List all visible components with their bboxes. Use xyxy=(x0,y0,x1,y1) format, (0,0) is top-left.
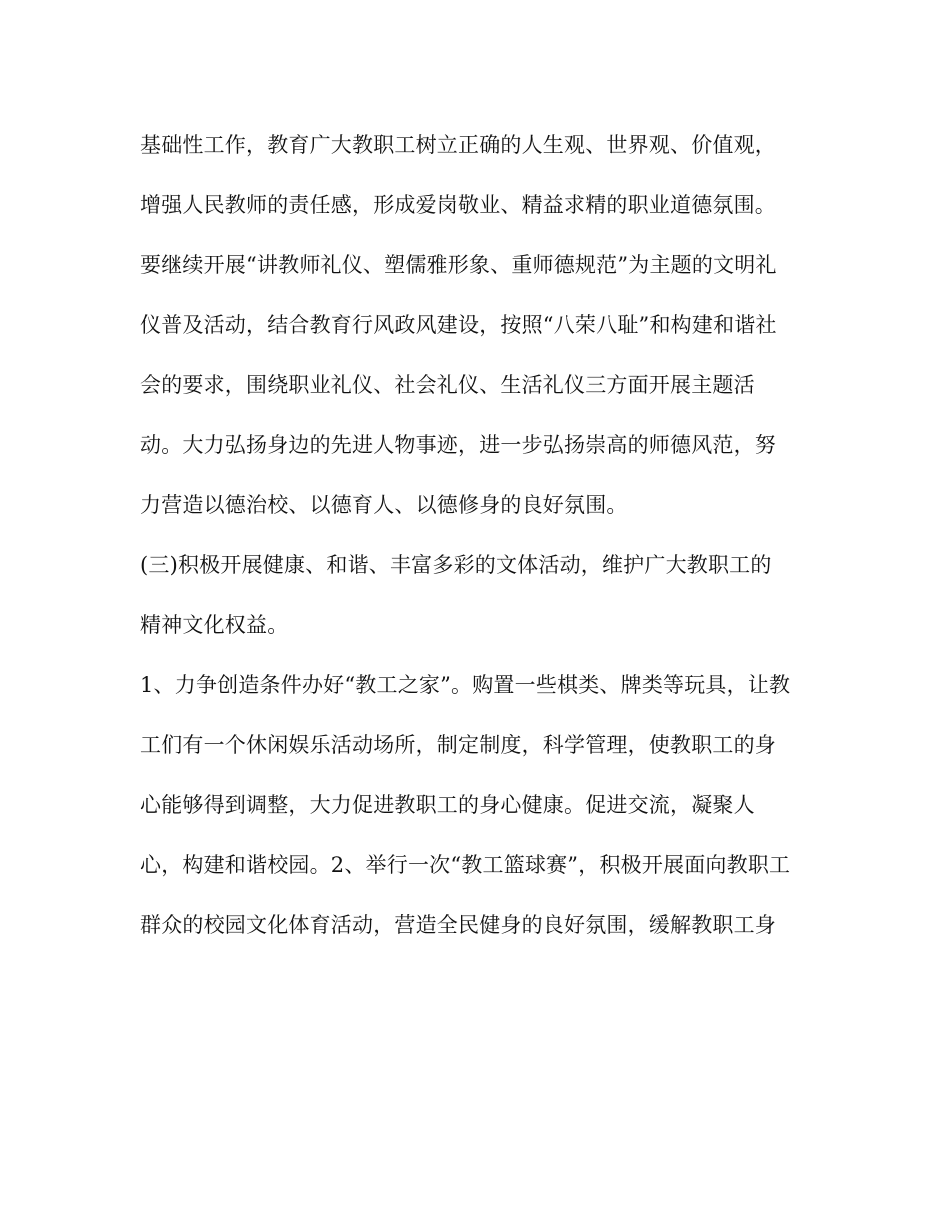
text-line: 群众的校园文化体育活动，营造全民健身的良好氛围，缓解教职工身 xyxy=(140,913,776,937)
text-line: 基础性工作，教育广大教职工树立正确的人生观、世界观、价值观， xyxy=(140,133,776,157)
text-line: 工们有一个休闲娱乐活动场所，制定制度，科学管理，使教职工的身 xyxy=(140,733,776,757)
text-line: 动。大力弘扬身边的先进人物事迹，进一步弘扬崇高的师德风范，努 xyxy=(140,433,776,457)
text-line: 仪普及活动，结合教育行风政风建设，按照“八荣八耻”和构建和谐社 xyxy=(140,313,777,337)
text-line: 会的要求，围绕职业礼仪、社会礼仪、生活礼仪三方面开展主题活 xyxy=(140,373,755,397)
text-line: 心能够得到调整，大力促进教职工的身心健康。促进交流，凝聚人 xyxy=(140,793,755,817)
text-line: 心，构建和谐校园。2、举行一次“教工篮球赛”，积极开展面向教职工 xyxy=(140,853,791,877)
document-body xyxy=(140,115,810,955)
text-line: 1、力争创造条件办好“教工之家”。购置一些棋类、牌类等玩具，让教 xyxy=(140,673,791,697)
section-heading-line: 精神文化权益。 xyxy=(140,613,289,637)
text-line: 增强人民教师的责任感，形成爱岗敬业、精益求精的职业道德氛围。 xyxy=(140,193,776,217)
text-line: 力营造以德治校、以德育人、以德修身的良好氛围。 xyxy=(140,493,628,517)
section-heading-line: (三)积极开展健康、和谐、丰富多彩的文体活动，维护广大教职工的 xyxy=(140,553,772,577)
text-line: 要继续开展“讲教师礼仪、塑儒雅形象、重师德规范”为主题的文明礼 xyxy=(140,253,777,277)
